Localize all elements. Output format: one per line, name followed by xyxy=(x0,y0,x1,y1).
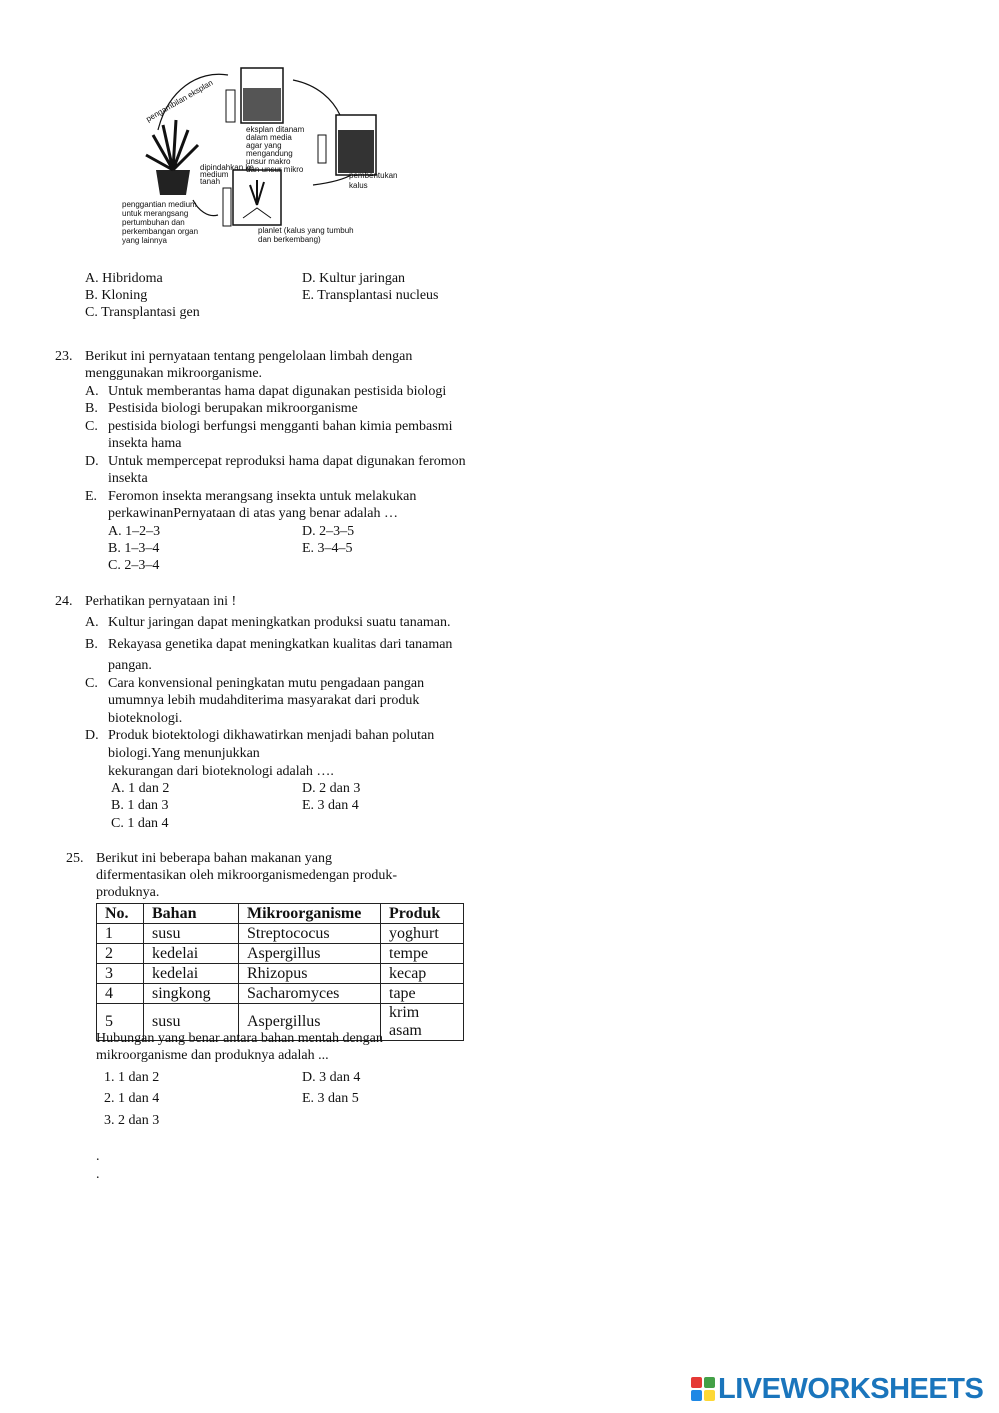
q24-option-c: C. 1 dan 4 xyxy=(111,816,169,831)
q24-statement-text: Rekayasa genetika dapat meningkatkan kualitas dari tanaman xyxy=(108,637,453,652)
q25-stem-1: Berikut ini beberapa bahan makanan yang xyxy=(96,851,332,866)
q22-option-e: E. Transplantasi nucleus xyxy=(302,288,439,303)
q24-stem: Perhatikan pernyataan ini ! xyxy=(85,594,237,609)
q25-option-d: D. 3 dan 4 xyxy=(302,1070,361,1085)
fermentation-table xyxy=(96,903,464,1041)
q22-option-b: B. Kloning xyxy=(85,288,148,303)
label-kalus-2: kalus xyxy=(349,181,368,190)
label-penggantian-1: penggantian medium xyxy=(122,200,197,209)
q24-statement-text: pangan. xyxy=(108,658,152,673)
label-planlet-2: dan berkembang) xyxy=(258,235,321,244)
q24-number: 24. xyxy=(55,594,73,609)
table-row xyxy=(97,944,464,964)
q24-statement-text: umumnya lebih mudahditerima masyarakat dari produk xyxy=(108,693,420,708)
logo-square-2 xyxy=(704,1377,715,1388)
label-penggantian-2: untuk merangsang xyxy=(122,209,189,218)
table-cell: yoghurt xyxy=(381,924,464,944)
tissue-culture-diagram xyxy=(118,60,418,255)
header-bahan: Bahan xyxy=(144,904,239,924)
q23-option-e: E. 3–4–5 xyxy=(302,541,353,556)
label-kalus-1: pembentukan xyxy=(349,171,398,180)
q23-statement-letter: E. xyxy=(85,489,98,504)
q25-option-3: 3. 2 dan 3 xyxy=(104,1113,160,1128)
q23-statement-letter: B. xyxy=(85,401,98,416)
table-cell: singkong xyxy=(144,984,239,1004)
label-dipindahkan-1: dipindahkan ke xyxy=(200,163,254,172)
q24-statement-text: Produk biotektologi dikhawatirkan menjadi bahan polutan xyxy=(108,728,435,743)
label-penggantian-4: perkembangan organ xyxy=(122,227,199,236)
q23-statement-text: insekta xyxy=(108,471,148,486)
q23-statement-letter: C. xyxy=(85,419,98,434)
label-ditanam-2: dalam media xyxy=(246,133,292,142)
label-planlet-1: planlet (kalus yang tumbuh xyxy=(258,226,354,235)
q25-stem-2: difermentasikan oleh mikroorganismedengan produk- xyxy=(96,868,398,883)
q22-option-d: D. Kultur jaringan xyxy=(302,271,406,286)
q23-statement-letter: A. xyxy=(85,384,99,399)
q24-option-b: B. 1 dan 3 xyxy=(111,798,169,813)
logo-text: LIVEWORKSHEETS xyxy=(718,1372,984,1405)
q23-number: 23. xyxy=(55,349,73,364)
logo-square-1 xyxy=(691,1377,702,1388)
q24-statement-text: bioteknologi. xyxy=(108,711,183,726)
table-cell: kedelai xyxy=(144,944,239,964)
q22-option-c: C. Transplantasi gen xyxy=(85,305,200,320)
table-cell: tempe xyxy=(381,944,464,964)
trailing-dot-2: . xyxy=(96,1167,100,1182)
label-dipindahkan-3: tanah xyxy=(200,177,221,186)
header-produk: Produk xyxy=(381,904,464,924)
table-cell: Streptococus xyxy=(239,924,381,944)
logo-icon xyxy=(691,1377,715,1401)
q24-option-e: E. 3 dan 4 xyxy=(302,798,359,813)
label-penggantian-5: yang lainnya xyxy=(122,236,167,245)
label-dipindahkan-2: medium xyxy=(200,170,229,179)
header-no: No. xyxy=(97,904,144,924)
label-ditanam-1: eksplan ditanam xyxy=(246,125,305,134)
q23-statement-text: Untuk memberantas hama dapat digunakan pestisida biologi xyxy=(108,384,447,399)
table-header-row xyxy=(97,904,464,924)
q25-option-1: 1. 1 dan 2 xyxy=(104,1070,160,1085)
q23-statement-text: pestisida biologi berfungsi mengganti bahan kimia pembasmi xyxy=(108,419,453,434)
q24-statement-text: Cara konvensional peningkatan mutu pengadaan pangan xyxy=(108,676,425,691)
label-pengambilan: pengambilan eksplan xyxy=(144,78,215,124)
liveworksheets-logo[interactable] xyxy=(691,1372,983,1406)
q23-option-b: B. 1–3–4 xyxy=(108,541,160,556)
label-penggantian-3: pertumbuhan dan xyxy=(122,218,185,227)
q23-stem-1: Berikut ini pernyataan tentang pengelolaan limbah dengan xyxy=(85,349,413,364)
table-cell: Aspergillus xyxy=(239,1004,381,1041)
q25-question-2: mikroorganisme dan produknya adalah ... xyxy=(96,1048,329,1063)
q24-statement-letter: B. xyxy=(85,637,98,652)
q23-statement-text: Untuk mempercepat reproduksi hama dapat digunakan feromon xyxy=(108,454,466,469)
q24-statement-text: kekurangan dari bioteknologi adalah …. xyxy=(108,764,334,779)
logo-square-4 xyxy=(704,1390,715,1401)
table-row xyxy=(97,924,464,944)
q23-statement-text: perkawinanPernyataan di atas yang benar adalah … xyxy=(108,506,398,521)
q23-statement-letter: D. xyxy=(85,454,99,469)
table-cell: 4 xyxy=(97,984,144,1004)
q24-statement-letter: D. xyxy=(85,728,99,743)
table-cell: Rhizopus xyxy=(239,964,381,984)
q22-option-a: A. Hibridoma xyxy=(85,271,163,286)
q25-stem-3: produknya. xyxy=(96,885,160,900)
label-ditanam-4: mengandung xyxy=(246,149,293,158)
q23-option-d: D. 2–3–5 xyxy=(302,524,355,539)
table-row xyxy=(97,964,464,984)
table-cell: krim asam xyxy=(381,1004,464,1041)
table-cell: Sacharomyces xyxy=(239,984,381,1004)
label-ditanam-5: unsur makro xyxy=(246,157,291,166)
q23-statement-text: Pestisida biologi berupakan mikroorganisme xyxy=(108,401,358,416)
label-ditanam-3: agar yang xyxy=(246,141,282,150)
q24-statement-text: Kultur jaringan dapat meningkatkan produksi suatu tanaman. xyxy=(108,615,451,630)
q24-statement-letter: C. xyxy=(85,676,98,691)
q24-statement-letter: A. xyxy=(85,615,99,630)
q24-statement-text: biologi.Yang menunjukkan xyxy=(108,746,260,761)
q24-option-a: A. 1 dan 2 xyxy=(111,781,170,796)
q23-statement-text: Feromon insekta merangsang insekta untuk melakukan xyxy=(108,489,417,504)
table-cell: Aspergillus xyxy=(239,944,381,964)
logo-square-3 xyxy=(691,1390,702,1401)
q25-number: 25. xyxy=(66,851,84,866)
q25-option-e: E. 3 dan 5 xyxy=(302,1091,359,1106)
table-cell: susu xyxy=(144,1004,239,1041)
q23-option-a: A. 1–2–3 xyxy=(108,524,161,539)
table-cell: 1 xyxy=(97,924,144,944)
trailing-dot-1: . xyxy=(96,1149,100,1164)
table-cell: tape xyxy=(381,984,464,1004)
header-mikroorganisme: Mikroorganisme xyxy=(239,904,381,924)
table-cell: 5 xyxy=(97,1004,144,1041)
table-row xyxy=(97,984,464,1004)
table-cell: kecap xyxy=(381,964,464,984)
label-ditanam-6: dan unsur mikro xyxy=(246,165,304,174)
q23-stem-2: menggunakan mikroorganisme. xyxy=(85,366,263,381)
q24-option-d: D. 2 dan 3 xyxy=(302,781,361,796)
q23-statement-text: insekta hama xyxy=(108,436,182,451)
q23-option-c: C. 2–3–4 xyxy=(108,558,160,573)
q25-question-1: Hubungan yang benar antara bahan mentah dengan xyxy=(96,1031,383,1046)
table-cell: 3 xyxy=(97,964,144,984)
q25-option-2: 2. 1 dan 4 xyxy=(104,1091,160,1106)
table-cell: susu xyxy=(144,924,239,944)
table-cell: 2 xyxy=(97,944,144,964)
table-cell: kedelai xyxy=(144,964,239,984)
